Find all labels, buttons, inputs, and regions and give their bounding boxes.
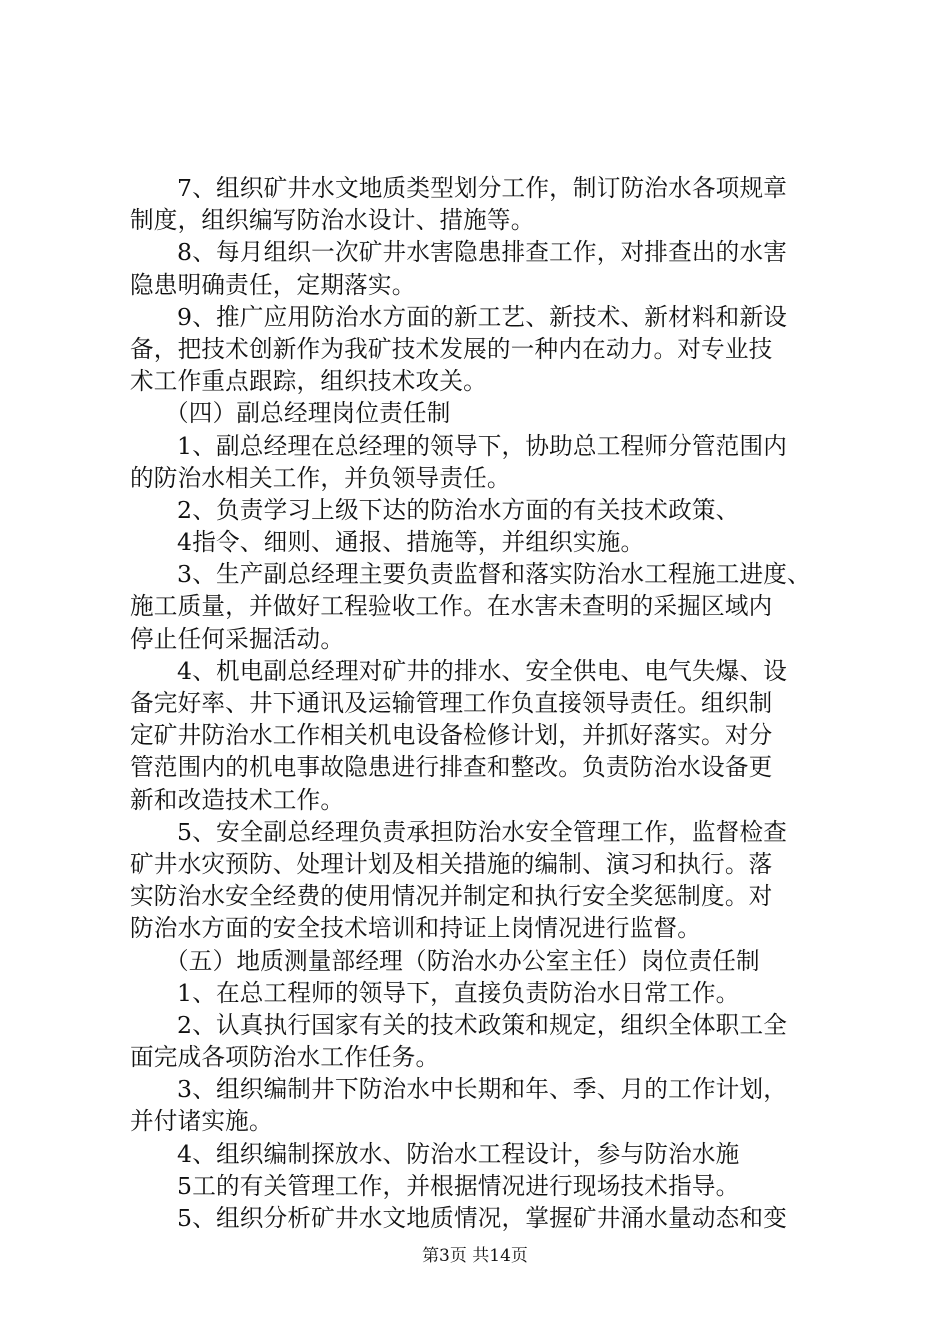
- text-line: 4指令、细则、通报、措施等，并组织实施。: [177, 528, 645, 557]
- text-line: 3、组织编制井下防治水中长期和年、季、月的工作计划，: [177, 1075, 788, 1104]
- text-line: 术工作重点跟踪，组织技术攻关。: [130, 367, 487, 396]
- text-line: 隐患明确责任，定期落实。: [130, 270, 416, 299]
- text-line: 面完成各项防治水工作任务。: [130, 1043, 440, 1072]
- text-line: （五）地质测量部经理（防治水办公室主任）岗位责任制: [165, 946, 760, 975]
- text-line: 5、安全副总经理负责承担防治水安全管理工作，监督检查: [177, 817, 788, 846]
- text-line: 4、组织编制探放水、防治水工程设计，参与防治水施: [177, 1139, 740, 1168]
- text-line: 8、每月组织一次矿井水害隐患排查工作，对排查出的水害: [177, 238, 788, 267]
- text-line: 定矿井防治水工作相关机电设备检修计划，并抓好落实。对分: [130, 721, 773, 750]
- text-line: 1、在总工程师的领导下，直接负责防治水日常工作。: [177, 978, 740, 1007]
- text-line: 施工质量，并做好工程验收工作。在水害未查明的采掘区域内: [130, 592, 773, 621]
- text-line: 备，把技术创新作为我矿技术发展的一种内在动力。对专业技: [130, 334, 773, 363]
- text-line: 停止任何采掘活动。: [130, 624, 345, 653]
- text-line: 备完好率、井下通讯及运输管理工作负直接领导责任。组织制: [130, 689, 773, 717]
- text-line: 2、认真执行国家有关的技术政策和规定，组织全体职工全: [177, 1010, 788, 1039]
- text-line: 5工的有关管理工作，并根据情况进行现场技术指导。: [177, 1171, 740, 1200]
- text-line: 2、负责学习上级下达的防治水方面的有关技术政策、: [177, 495, 740, 524]
- text-line: 4、机电副总经理对矿井的排水、安全供电、电气失爆、设: [177, 656, 788, 685]
- text-line: 实防治水安全经费的使用情况并制定和执行安全奖惩制度。对: [130, 882, 773, 911]
- text-line: 7、组织矿井水文地质类型划分工作，制订防治水各项规章: [177, 174, 788, 202]
- text-line: 管范围内的机电事故隐患进行排查和整改。负责防治水设备更: [130, 753, 773, 782]
- text-line: 5、组织分析矿井水文地质情况，掌握矿井涌水量动态和变: [177, 1204, 788, 1232]
- text-line: 9、推广应用防治水方面的新工艺、新技术、新材料和新设: [177, 302, 788, 331]
- page-footer: 第3页 共14页: [422, 1246, 528, 1266]
- text-line: 矿井水灾预防、处理计划及相关措施的编制、演习和执行。落: [130, 849, 773, 878]
- text-line: 3、生产副总经理主要负责监督和落实防治水工程施工进度、: [177, 560, 811, 589]
- text-line: 1、副总经理在总经理的领导下，协助总工程师分管范围内: [177, 431, 788, 460]
- text-line: 新和改造技术工作。: [130, 785, 345, 814]
- text-line: 制度，组织编写防治水设计、措施等。: [130, 206, 535, 235]
- text-line: 的防治水相关工作，并负领导责任。: [130, 463, 511, 492]
- text-line: 防治水方面的安全技术培训和持证上岗情况进行监督。: [130, 914, 702, 943]
- text-line: 并付诸实施。: [130, 1107, 273, 1136]
- text-line: （四）副总经理岗位责任制: [165, 399, 451, 428]
- document-body: [130, 172, 830, 1234]
